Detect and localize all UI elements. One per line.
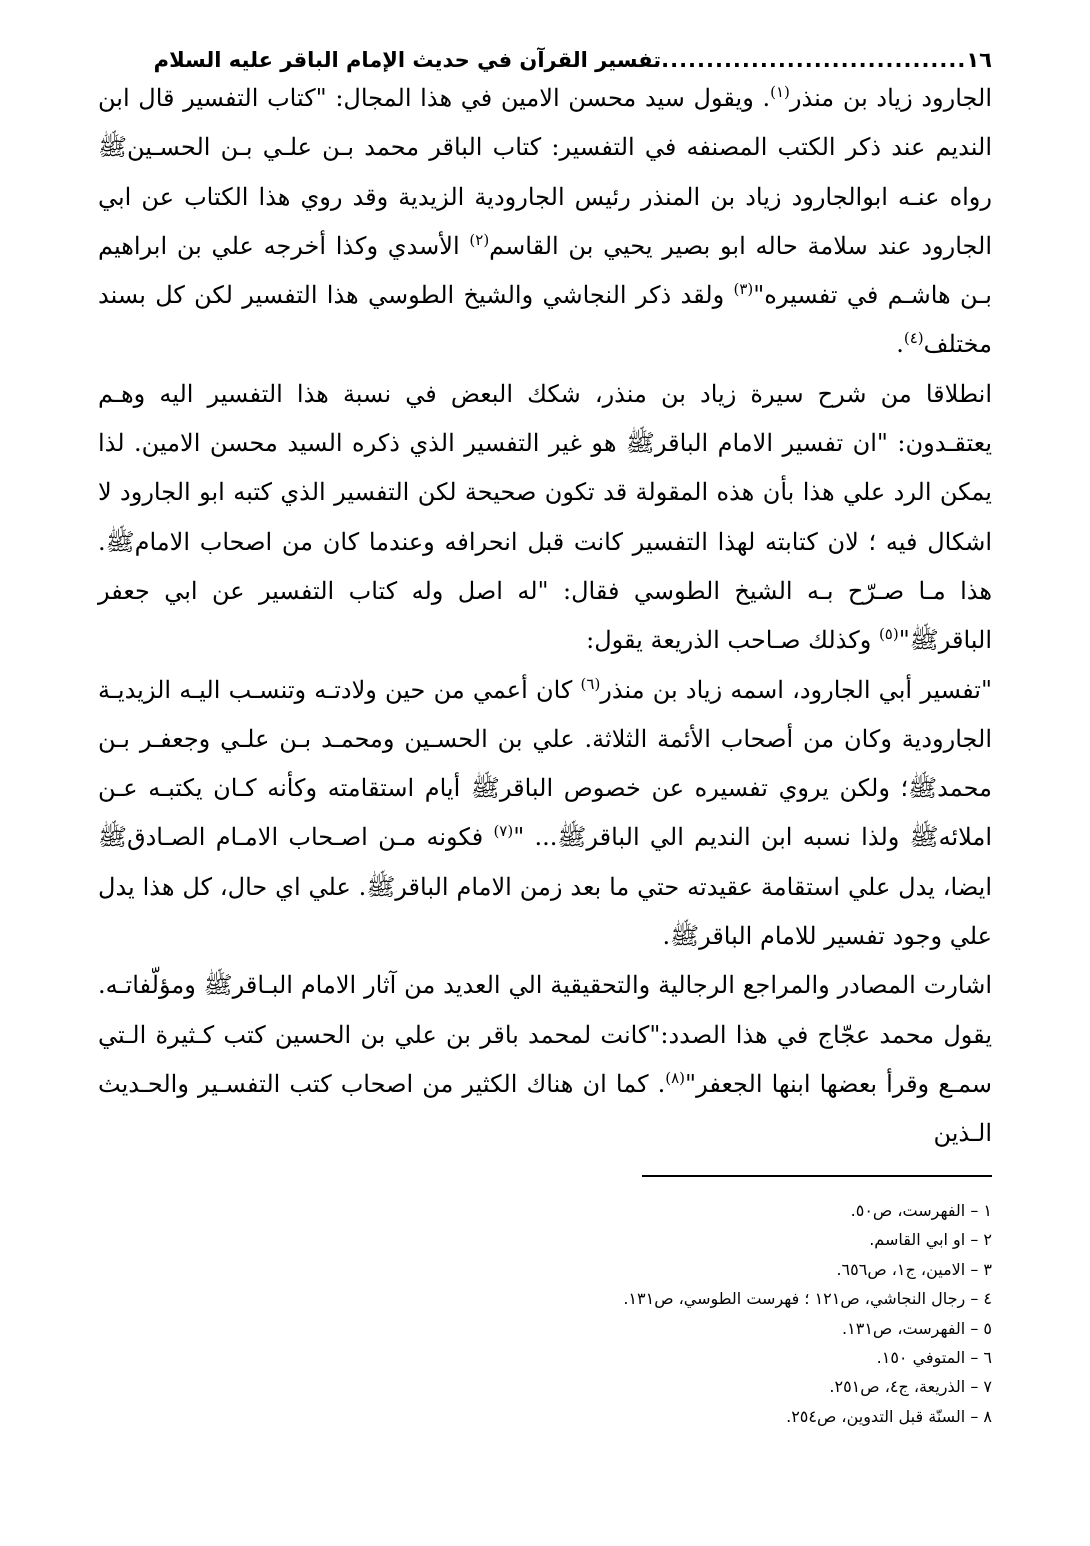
footnote-item: ٣ – الامين، ج١، ص٦٥٦.	[836, 1259, 992, 1279]
text-run: . كما ان هناك الكثير من اصحاب كتب التفسـير والحـديث الـذين	[98, 1069, 992, 1148]
text-run: ولقد ذكر النجاشي والشيخ الطوسي هذا التفسير لكن كل بسند مختلف	[98, 281, 992, 359]
footnote-item: ٤ – رجال النجاشي، ص١٢١ ؛ فهرست الطوسي، ص١٣١.	[623, 1289, 992, 1309]
paragraph-3	[98, 666, 992, 962]
footnote-ref-6: (٦)	[580, 674, 601, 693]
footnote-ref-2: (٢)	[469, 230, 490, 249]
page-number: ١٦	[966, 48, 992, 72]
footnote-item: ٨ – السنّة قبل التدوين، ص٢٥٤.	[786, 1406, 992, 1426]
text-run: . ويقول سيد محسن الامين في هذا المجال: "كتاب التفسير قال ابن النديم عند ذكر الكتب المصنفه في التفسير: كتاب الباقر محمد بـن علـي بـن الحسـينﷺ رواه عنـه ابوالجارود زياد بن المنذر رئيس الجارودية الزيدية وقد روي هذا الكتاب عن ابي الجارود عند سلامة حاله ابو بصير يحيي بن القاسم	[98, 84, 993, 260]
footnote-ref-7: (٧)	[493, 822, 514, 841]
paragraph-2	[98, 370, 992, 666]
header-leader-dots: ..................................	[661, 48, 967, 72]
footnote-item: ٥ – الفهرست، ص١٣١.	[842, 1318, 992, 1338]
footnote-item: ١ – الفهرست، ص٥٠.	[850, 1201, 992, 1220]
footnote-ref-8: (٨)	[665, 1068, 686, 1087]
footnote-item: ٢ – او ابي القاسم.	[869, 1230, 992, 1250]
running-title: تفسير القرآن في حديث الإمام الباقر عليه السلام	[153, 48, 662, 72]
text-run: .	[896, 330, 904, 359]
footnotes-list	[98, 1196, 992, 1431]
footnote-ref-3: (٣)	[733, 280, 754, 299]
main-text	[98, 74, 992, 1159]
paragraph-4	[98, 961, 992, 1158]
text-run: كان أعمي من حين ولادتـه وتنسـب اليـه الزيديـة الجارودية وكان من أصحاب الأئمة الثلاثة. علي بن الحسـين ومحمـد بـن علـي وجعفـر بـن محمدﷺ؛ ولكن يروي تفسيره عن خصوص الباقرﷺ أيام استقامته وكأنه كـان يكتبـه عـن املائهﷺ ولذا نسبه ابن النديم الي الباقرﷺ... "	[98, 675, 992, 852]
footnote-item: ٧ – الذريعة، ج٤، ص٢٥١.	[829, 1377, 992, 1397]
text-run: انطلاقا من شرح سيرة زياد بن منذر، شكك البعض في نسبة هذا التفسير اليه وهـم يعتقـدون: "ان تفسير الامام الباقرﷺ هو غير التفسير الذي ذكره السيد محسن الامين. لذا يمكن الرد علي هذا بأن هذه المقولة قد تكون صحيحة لكن التفسير الذي كتبه ابو الجارود لا اشكال فيه ؛ لان كتابته لهذا التفسير كانت قبل انحرافه وعندما كان من اصحاب الامامﷺ. هذا مـا صـرّح بـه الشيخ الطوسي فقال: "له اصل وله كتاب التفسير عن ابي جعفر الباقرﷺ"	[98, 379, 992, 655]
footnote-ref-1: (١)	[770, 83, 790, 101]
footnote-separator	[642, 1175, 992, 1177]
text-run: الجارود زياد بن منذر	[789, 84, 992, 112]
text-run: فكونه مـن اصـحاب الامـام الصـادقﷺ ايضا، يدل علي استقامة عقيدته حتي ما بعد زمن الامام الباقرﷺ. علي اي حال، كل هذا يدل علي وجود تفسير للامام الباقرﷺ.	[98, 823, 992, 951]
footnote-ref-4: (٤)	[903, 329, 924, 348]
footnote-item: ٦ – المتوفي ١٥٠.	[876, 1348, 992, 1368]
text-run: اشارت المصادر والمراجع الرجالية والتحقيقية الي العديد من آثار الامام البـاقرﷺ ومؤلّفاتـه. يقول محمد عجّاج في هذا الصدد:"كانت لمحمد باقر بن علي بن الحسين كتب كـثيرة الـتي سمـع وقرأ بعضها ابنها الجعفر"	[98, 971, 992, 1098]
paragraph-1	[98, 74, 992, 370]
text-run: "تفسير أبي الجارود، اسمه زياد بن منذر	[600, 675, 992, 704]
text-run: وكذلك صـاحب الذريعة يقول:	[586, 626, 879, 655]
footnote-ref-5: (٥)	[878, 625, 899, 644]
text-run: الأسدي وكذا أخرجه علي بن ابراهيم بـن هاشـم في تفسيره"	[98, 231, 992, 310]
